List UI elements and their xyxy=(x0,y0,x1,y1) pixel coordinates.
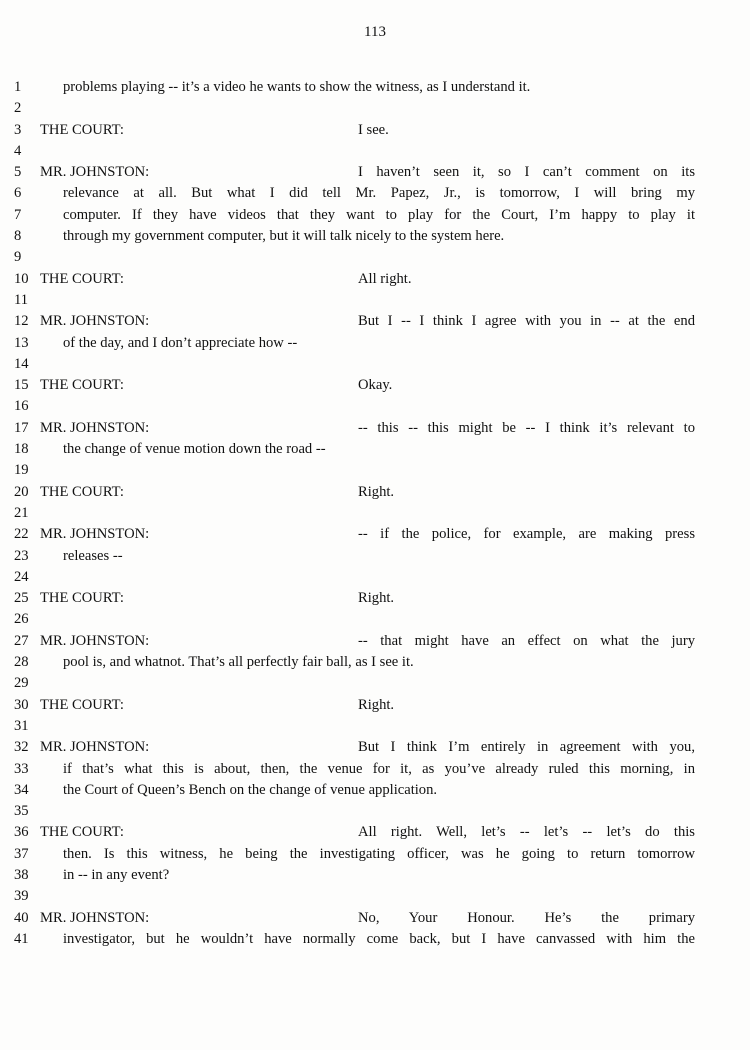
transcript-line xyxy=(0,780,750,801)
line-number: 22 xyxy=(14,526,29,543)
transcript-line xyxy=(0,865,750,886)
transcript-line xyxy=(0,183,750,204)
speech-text: -- this -- this might be -- I think it’s relevant to xyxy=(358,419,695,436)
transcript-line xyxy=(0,205,750,226)
speech-text: Okay. xyxy=(358,377,393,394)
continuation-text: in -- in any event? xyxy=(63,866,170,883)
line-number: 8 xyxy=(14,228,22,245)
transcript-line xyxy=(0,354,750,375)
transcript-line xyxy=(0,844,750,865)
speech-text: I haven’t seen it, so I can’t comment on its xyxy=(358,164,695,181)
line-number: 2 xyxy=(14,100,22,117)
transcript-line xyxy=(0,333,750,354)
line-number: 33 xyxy=(14,760,29,777)
speaker-label: THE COURT: xyxy=(40,824,124,841)
line-number: 35 xyxy=(14,803,29,820)
transcript-line xyxy=(0,673,750,694)
transcript-line xyxy=(0,908,750,929)
line-number: 39 xyxy=(14,888,29,905)
continuation-text: of the day, and I don’t appreciate how -- xyxy=(63,334,298,351)
speech-text: But I -- I think I agree with you in -- at the end xyxy=(358,313,695,330)
speech-text: No, Your Honour. He’s the primary xyxy=(358,909,695,926)
continuation-text: releases -- xyxy=(63,547,123,564)
continuation-text: relevance at all. But what I did tell Mr. Papez, Jr., is tomorrow, I will bring my xyxy=(63,185,695,202)
transcript-line xyxy=(0,375,750,396)
transcript-line xyxy=(0,226,750,247)
line-number: 28 xyxy=(14,654,29,671)
line-number: 18 xyxy=(14,441,29,458)
transcript-line xyxy=(0,801,750,822)
line-number: 17 xyxy=(14,419,29,436)
transcript-line xyxy=(0,822,750,843)
line-number: 16 xyxy=(14,398,29,415)
line-number: 15 xyxy=(14,377,29,394)
transcript-line xyxy=(0,269,750,290)
transcript-line xyxy=(0,737,750,758)
line-number: 31 xyxy=(14,717,29,734)
transcript-line xyxy=(0,886,750,907)
speaker-label: THE COURT: xyxy=(40,590,124,607)
transcript-line xyxy=(0,290,750,311)
line-number: 21 xyxy=(14,504,29,521)
continuation-text: problems playing -- it’s a video he wants to show the witness, as I understand it. xyxy=(63,79,531,95)
line-number: 26 xyxy=(14,611,29,628)
transcript-line xyxy=(0,396,750,417)
speech-text: Right. xyxy=(358,590,395,607)
continuation-text: if that’s what this is about, then, the venue for it, as you’ve already ruled this morning, in xyxy=(63,760,695,777)
line-number: 1 xyxy=(14,79,22,95)
speaker-label: MR. JOHNSTON: xyxy=(40,164,150,181)
transcript-line xyxy=(0,77,750,98)
line-number: 20 xyxy=(14,483,29,500)
transcript-line xyxy=(0,418,750,439)
line-number: 19 xyxy=(14,462,29,479)
continuation-text: computer. If they have videos that they want to play for the Court, I’m happy to play it xyxy=(63,206,695,223)
speaker-label: THE COURT: xyxy=(40,270,124,287)
speaker-label: MR. JOHNSTON: xyxy=(40,526,150,543)
speaker-label: MR. JOHNSTON: xyxy=(40,313,150,330)
line-number: 41 xyxy=(14,930,29,947)
line-number: 27 xyxy=(14,632,29,649)
speaker-label: MR. JOHNSTON: xyxy=(40,909,150,926)
transcript-line xyxy=(0,439,750,460)
line-number: 10 xyxy=(14,270,29,287)
transcript-line xyxy=(0,247,750,268)
speech-text: All right. xyxy=(358,270,412,287)
line-number: 25 xyxy=(14,590,29,607)
speech-text: Right. xyxy=(358,696,395,713)
transcript-line xyxy=(0,141,750,162)
transcript-line xyxy=(0,652,750,673)
transcript-line xyxy=(0,716,750,737)
transcript-line xyxy=(0,588,750,609)
transcript-line xyxy=(0,567,750,588)
speaker-label: THE COURT: xyxy=(40,121,124,138)
line-number: 30 xyxy=(14,696,29,713)
line-number: 36 xyxy=(14,824,29,841)
transcript-line xyxy=(0,311,750,332)
line-number: 14 xyxy=(14,355,29,372)
speaker-label: MR. JOHNSTON: xyxy=(40,419,150,436)
line-number: 11 xyxy=(14,291,29,308)
transcript-line xyxy=(0,695,750,716)
continuation-text: investigator, but he wouldn’t have normally come back, but I have canvassed with him the xyxy=(63,930,695,947)
speech-text: All right. Well, let’s -- let’s -- let’s do this xyxy=(358,824,695,841)
transcript-line xyxy=(0,503,750,524)
transcript-line xyxy=(0,609,750,630)
transcript-line xyxy=(0,546,750,567)
line-number: 5 xyxy=(14,164,22,181)
continuation-text: the Court of Queen’s Bench on the change of venue application. xyxy=(63,781,438,798)
transcript-line xyxy=(0,120,750,141)
speaker-label: MR. JOHNSTON: xyxy=(40,739,150,756)
continuation-text: through my government computer, but it will talk nicely to the system here. xyxy=(63,228,505,245)
transcript-line xyxy=(0,98,750,119)
line-number: 7 xyxy=(14,206,22,223)
line-number: 13 xyxy=(14,334,29,351)
transcript-line xyxy=(0,482,750,503)
speech-text: But I think I’m entirely in agreement with you, xyxy=(358,739,695,756)
speech-text: Right. xyxy=(358,483,395,500)
speaker-label: THE COURT: xyxy=(40,696,124,713)
line-number: 34 xyxy=(14,781,29,798)
transcript-line xyxy=(0,460,750,481)
speaker-label: THE COURT: xyxy=(40,377,124,394)
line-number: 4 xyxy=(14,142,22,159)
line-number: 24 xyxy=(14,568,29,585)
speech-text: -- that might have an effect on what the jury xyxy=(358,632,695,649)
continuation-text: the change of venue motion down the road -- xyxy=(63,441,326,458)
line-number: 23 xyxy=(14,547,29,564)
line-number: 32 xyxy=(14,739,29,756)
line-number: 3 xyxy=(14,121,22,138)
transcript-line xyxy=(0,162,750,183)
line-number: 40 xyxy=(14,909,29,926)
transcript-line xyxy=(0,929,750,950)
line-number: 38 xyxy=(14,866,29,883)
line-number: 37 xyxy=(14,845,29,862)
page-number: 113 xyxy=(364,24,386,40)
line-number: 9 xyxy=(14,249,22,266)
transcript-line xyxy=(0,524,750,545)
speech-text: I see. xyxy=(358,121,389,138)
speech-text: -- if the police, for example, are making press xyxy=(358,526,695,543)
continuation-text: pool is, and whatnot. That’s all perfectly fair ball, as I see it. xyxy=(63,654,414,671)
continuation-text: then. Is this witness, he being the investigating officer, was he going to return tomorrow xyxy=(63,845,695,862)
transcript-line xyxy=(0,759,750,780)
line-number: 6 xyxy=(14,185,22,202)
transcript-body xyxy=(0,77,750,950)
speaker-label: THE COURT: xyxy=(40,483,124,500)
transcript-line xyxy=(0,631,750,652)
line-number: 29 xyxy=(14,675,29,692)
line-number: 12 xyxy=(14,313,29,330)
speaker-label: MR. JOHNSTON: xyxy=(40,632,150,649)
